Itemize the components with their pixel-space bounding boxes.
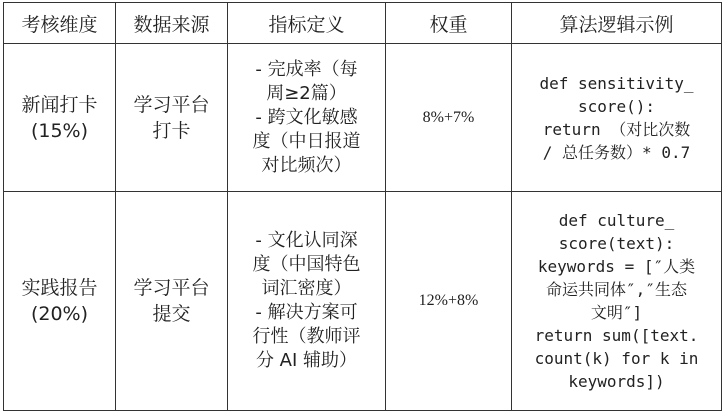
dimension-cell: 实践报告 (20%) [4, 192, 116, 411]
header-example: 算法逻辑示例 [512, 3, 722, 44]
table-row [4, 44, 722, 192]
weight-cell: 12%+8% [386, 192, 512, 411]
code-example-cell: def sensitivity_ score(): return （对比次数 / 总任务数）* 0.7 [512, 44, 722, 192]
dimension-cell: 新闻打卡 (15%) [4, 44, 116, 192]
table-header-row [4, 3, 722, 44]
source-cell: 学习平台 提交 [116, 192, 228, 411]
definition-cell: - 完成率（每 周≥2篇） - 跨文化敏感 度（中日报道 对比频次） [228, 44, 386, 192]
source-cell: 学习平台 打卡 [116, 44, 228, 192]
header-weight: 权重 [386, 3, 512, 44]
table-row [4, 192, 722, 411]
header-source: 数据来源 [116, 3, 228, 44]
definition-cell: - 文化认同深 度（中国特色 词汇密度） - 解决方案可 行性（教师评 分 AI 辅助） [228, 192, 386, 411]
weight-cell: 8%+7% [386, 44, 512, 192]
code-example-cell: def culture_ score(text): keywords = [″人类 命运共同体″,″生态 文明″] return sum([text. count(k) for k in keywords]) [512, 192, 722, 411]
assessment-table [3, 2, 722, 411]
header-definition: 指标定义 [228, 3, 386, 44]
header-dimension: 考核维度 [4, 3, 116, 44]
